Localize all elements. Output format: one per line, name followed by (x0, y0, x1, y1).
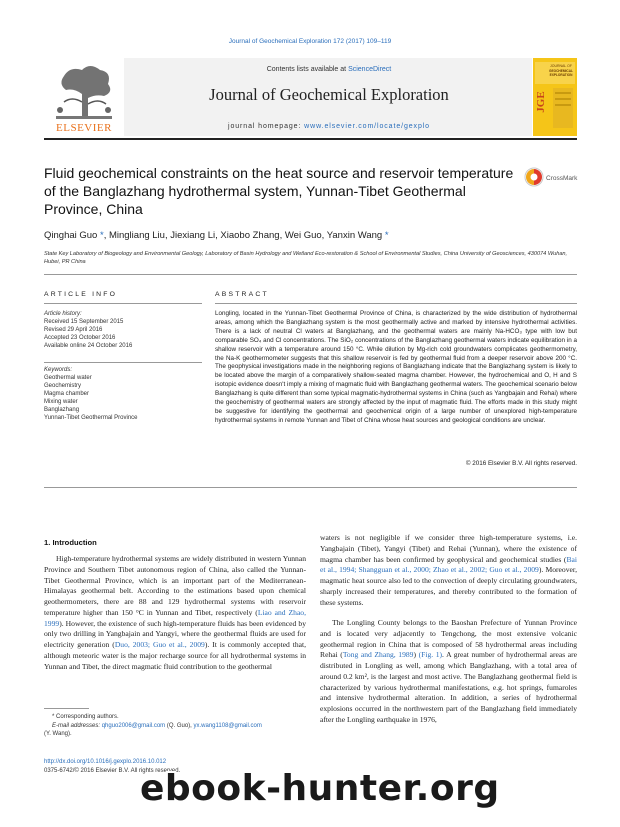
doi-link[interactable]: http://dx.doi.org/10.1016/j.gexplo.2016.10.012 (44, 759, 167, 765)
body-paragraph: waters is not negligible if we consider three high-temperature systems, i.e. Yangbajain (Tibet), Yangyi (Tibet) and Rehai (Yunnan), where the existence of magma chamber has been confirmed by geophysical and geochemical studies (Bai et al., 1994; Shangguan et al., 2000; Zhao et al., 2002; Guo et al., 2009). Moreover, magmatic heat source also led to the convection of deeply circulating groundwaters, sharply increased their temperatures, and thereby contributed to the formation of these systems. (320, 533, 577, 607)
section-heading: 1. Introduction (44, 538, 97, 547)
keyword: Geochemistry (44, 383, 82, 389)
elsevier-wordmark: ELSEVIER (56, 122, 112, 134)
corresponding-note: * Corresponding authors. (52, 714, 119, 720)
email-link[interactable]: qhguo2006@gmail.com (101, 722, 166, 729)
history-item: Available online 24 October 2016 (44, 343, 133, 349)
body-paragraph: The Longling County belongs to the Baoshan Prefecture of Yunnan Province and is located very adjacently to Tengchong, the most extensive volcanic geothermal region in China that is composed of 58 hydrothermal areas including Rehai (Tong and Zhang, 1989) (Fig. 1). A great number of hydrothermal areas are distributed in Longling as well, among which Banglazhang, with a total area of around 0.2 km², is the largest and most active. The Banglazhang geothermal field is characterized by various hydrothermal manifestations, e.g. hot springs, fumaroles and intensive hydrothermal alteration. In addition, a series of hydrothermal explosions occurred in the northwestern part of the Banglazhang field immediately after the Longling earthquake in 1976, (320, 618, 578, 724)
citation-link[interactable]: Liao and Zhao, 1999 (44, 607, 307, 628)
email-link[interactable]: yx.wang1108@gmail.com (193, 722, 262, 729)
author-name[interactable]: Jiexiang Li (170, 230, 216, 241)
history-item: Received 15 September 2015 (44, 319, 124, 325)
article-title: Fluid geochemical constraints on the heat source and reservoir temperature of the Banglazhang hydrothermal system, Yunnan-Tibet Geothermal Province, China (44, 165, 514, 217)
email-owner: (Y. Wang). (44, 731, 72, 737)
divider (44, 303, 202, 304)
keyword: Mixing water (44, 399, 78, 405)
corresponding-mark[interactable]: * (97, 230, 104, 241)
cover-text-top: JOURNAL OF (549, 64, 573, 68)
homepage-link[interactable]: www.elsevier.com/locate/gexplo (304, 123, 430, 130)
elsevier-logo[interactable] (44, 58, 124, 136)
divider (44, 274, 577, 275)
figure-link[interactable]: (Fig. 1) (418, 650, 443, 660)
footnote-divider (44, 708, 89, 709)
history-item: Revised 29 April 2016 (44, 327, 103, 333)
citation-link[interactable]: Bai et al., 1994; Shangguan et al., 2000; Zhao et al., 2002; Guo et al., 2009 (320, 554, 577, 575)
journal-cover-thumbnail[interactable] (533, 58, 577, 136)
author-name[interactable]: Mingliang Liu (108, 230, 165, 241)
citation-link[interactable]: Duo, 2003; Guo et al., 2009 (114, 640, 205, 649)
contents-prefix: Contents lists available at (266, 66, 349, 73)
abstract-copyright: © 2016 Elsevier B.V. All rights reserved. (465, 460, 577, 467)
keywords (44, 366, 204, 422)
article-history (44, 310, 204, 350)
divider (215, 303, 577, 304)
author-name[interactable]: Yanxin Wang (326, 230, 383, 241)
keyword: Yunnan-Tibet Geothermal Province (44, 415, 138, 421)
abstract-text: Longling, located in the Yunnan-Tibet Geothermal Province of China, is characterized by the wide distribution of hydrothermal areas, among which the Banglazhang system is the most geothermally active and marked by intensive hydrothermal activities. There is a lack of neutral Cl waters at Banglazhang, and the geothermal waters are mainly Na-HCO₃ type with low but comparable SO₄ and Cl concentrations. The SiO₂ concentrations of the Banglazhang geothermal waters indicate equilibration in a shallow reservoir with a temperature around 150 °C. While dilution by Mg-rich cold groundwaters complicates geothermometry, the Na-K geothermometer suggests that this shallow reservoir is fed by geothermal fluid from a deeper reservoir above 200 °C. The geophysical investigations made in the neighboring regions of Banglazhang indicate that the Banglazhang system is likely to be located above the margin of a comparatively shallow-seated magma chamber. However, the hydrochemical and O, H and S isotopic evidence doesn't imply a mixing of magmatic fluid with Banglazhang geothermal waters. The geochemical scenario below Banglazhang is quite different than some typical magmatic-hydrothermal systems in China (such as Yangbajain and Rehai) where the geochemistry of geothermal waters are strongly affected by the input of magmatic fluid. The efforts made in this study might be suggestive for identifying the geothermal and geochemical origin of a large number of unexplored high-temperature hydrothermal systems in remote Yunnan and Tibet of China whose heat sources and geological conditions are unclear. (215, 310, 577, 424)
contents-availability (126, 66, 532, 73)
svg-text:GEOCHEMICAL: GEOCHEMICAL (549, 69, 573, 73)
svg-text:EXPLORATION: EXPLORATION (549, 73, 573, 77)
crossmark-label: CrossMark (546, 175, 578, 182)
keywords-label: Keywords: (44, 367, 73, 373)
author-name[interactable]: Xiaobo Zhang (220, 230, 280, 241)
corresponding-mark[interactable]: * (382, 230, 389, 241)
header-rule (44, 138, 577, 140)
email-label: E-mail addresses: (52, 722, 102, 729)
sciencedirect-link[interactable]: ScienceDirect (348, 66, 392, 73)
divider (44, 362, 202, 363)
journal-cover-image (533, 58, 577, 136)
crossmark-badge[interactable] (524, 166, 584, 188)
history-label: Article history: (44, 311, 82, 317)
journal-title: Journal of Geochemical Exploration (209, 85, 449, 104)
body-paragraph: High-temperature hydrothermal systems are widely distributed in western Yunnan Province and Southern Tibet autonomous region of China, also called the Yunnan-Tibet Geothermal Province, which is an important part of the Mediterranean-Himalayas geothermal belt. According to the estimations based upon chemical geothermometers, there are 88 and 129 hydrothermal systems with reservoir temperature higher than 150 °C in Yunnan and Tibet, respectively (Liao and Zhao, 1999). However, the existence of such high-temperature fluids has been evidenced by only two drilling in Yangbajain and Yangyi, where the geothermal fluids are used for electricity generation (Duo, 2003; Guo et al., 2009). It is commonly accepted that, although meteoric water is the major recharge source for all hydrothermal systems in Yunnan and Tibet, the direct magmatic fluid contribution to the geothermal (44, 554, 307, 671)
keyword: Banglazhang (44, 407, 80, 413)
issn-line: 0375-6742/© 2016 Elsevier B.V. All rights reserved. (44, 767, 181, 774)
homepage-prefix: journal homepage: (228, 123, 305, 130)
elsevier-tree-icon (44, 58, 124, 136)
article-info-heading: ARTICLE INFO (44, 291, 118, 298)
keyword: Magma chamber (44, 391, 90, 397)
author-name[interactable]: Wei Guo (284, 230, 322, 241)
journal-reference[interactable]: Journal of Geochemical Exploration 172 (2017) 109–119 (228, 38, 392, 45)
footnotes: * Corresponding authors. E-mail addresses: qhguo2006@gmail.com (Q. Guo), yx.wang1108@gmail.com (Y. Wang). (44, 713, 306, 739)
keyword: Geothermal water (44, 375, 92, 381)
watermark: ebook-hunter.org (140, 768, 500, 809)
author-list: Qinghai Guo *, Mingliang Liu, Jiexiang Li, Xiaobo Zhang, Wei Guo, Yanxin Wang * (44, 230, 389, 241)
history-item: Accepted 23 October 2016 (44, 335, 116, 341)
crossmark-icon (524, 166, 584, 188)
journal-homepage (126, 123, 532, 130)
abstract-heading: ABSTRACT (215, 291, 269, 298)
cover-acronym: JGE (535, 91, 547, 113)
author-name[interactable]: Qinghai Guo (44, 230, 98, 241)
citation-link[interactable]: Tong and Zhang, 1989 (342, 650, 414, 660)
divider (44, 487, 577, 488)
author-affiliation: State Key Laboratory of Biogeology and Environmental Geology, Laboratory of Basin Hydrology and Wetland Eco-restoration & School of Environmental Studies, China University of Geosciences, 430074 Wuhan, Hubei, PR China (44, 251, 568, 265)
